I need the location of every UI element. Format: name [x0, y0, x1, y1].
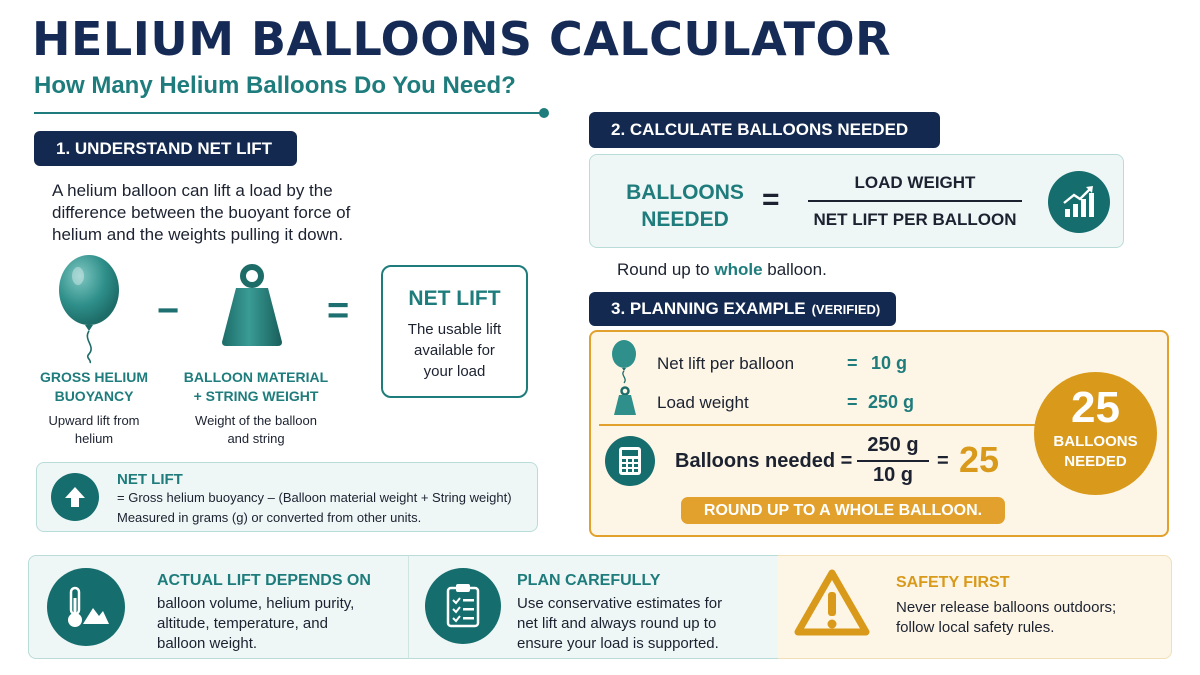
tip-card-plan — [408, 555, 778, 659]
tip-title: SAFETY FIRST — [896, 574, 1010, 591]
balloon-icon — [54, 254, 124, 364]
net-lift-card-desc — [383, 319, 526, 382]
net-lift-desc-line2: available for — [414, 342, 495, 359]
calc-result: 25 — [959, 439, 1000, 480]
material-title-line1: BALLOON MATERIAL — [183, 369, 329, 385]
net-lift-desc-line3: your load — [423, 363, 486, 380]
tip-body-line2: net lift and always round up to — [517, 615, 717, 632]
tip-body-line2: follow local safety rules. — [896, 619, 1055, 636]
tip-title: ACTUAL LIFT DEPENDS ON — [157, 572, 371, 589]
net-lift-formula-box — [36, 462, 538, 532]
section2-heading-text: 2. CALCULATE BALLOONS NEEDED — [611, 120, 909, 139]
tip-title: PLAN CAREFULLY — [517, 572, 661, 589]
result-badge — [1034, 372, 1157, 495]
result-badge-number: 25 — [1071, 383, 1120, 432]
section3-heading-main: 3. PLANNING EXAMPLE — [611, 299, 806, 318]
calc-label: Balloons needed = — [675, 450, 853, 472]
warning-icon — [794, 568, 870, 638]
title-divider-dot — [539, 108, 549, 118]
tip-body-line1: balloon volume, helium purity, — [157, 595, 355, 612]
calc-equals: = — [937, 450, 949, 472]
balloon-icon — [609, 340, 639, 384]
formula-lhs-line2: NEEDED — [641, 208, 729, 231]
formula-fraction-bar — [808, 200, 1022, 202]
formula-title: NET LIFT — [117, 471, 183, 488]
minus-symbol: − — [157, 290, 180, 332]
result-badge-line2: NEEDED — [1064, 453, 1127, 470]
balloons-needed-formula — [589, 154, 1124, 248]
weight-icon — [216, 264, 288, 348]
section1-heading-text: 1. UNDERSTAND NET LIFT — [56, 138, 272, 158]
net-lift-desc-line1: The usable lift — [407, 321, 502, 338]
thermometer-mountain-icon — [47, 568, 125, 646]
formula-lhs-line1: BALLOONS — [626, 181, 744, 204]
section3-heading-small: (VERIFIED) — [811, 301, 881, 317]
round-up-note — [617, 260, 827, 280]
formula-numerator: LOAD WEIGHT — [854, 173, 976, 192]
gross-desc-line1: Upward lift from — [48, 413, 140, 428]
formula-lhs — [614, 179, 756, 233]
example-row-value: 10 g — [871, 353, 908, 373]
result-badge-line1: BALLOONS — [1053, 433, 1138, 450]
material-desc-line2: and string — [227, 431, 285, 446]
example-divider — [599, 424, 1035, 426]
net-lift-card — [381, 265, 528, 398]
material-desc-line1: Weight of the balloon — [195, 413, 317, 428]
calc-denominator: 10 g — [872, 464, 914, 486]
example-row-equals: = — [847, 392, 858, 412]
gross-desc-line2: helium — [74, 431, 114, 446]
round-up-prefix: Round up to — [617, 260, 715, 279]
title-divider — [34, 112, 542, 114]
calc-numerator: 250 g — [867, 434, 919, 456]
section2-heading — [589, 112, 940, 148]
tip-body — [517, 594, 769, 654]
section1-heading — [34, 131, 297, 166]
arrow-up-icon — [51, 473, 99, 521]
example-row-value: 250 g — [868, 392, 915, 412]
example-row-label: Net lift per balloon — [657, 354, 795, 373]
round-up-banner: ROUND UP TO A WHOLE BALLOON. — [681, 497, 1005, 524]
tip-card-safety — [778, 555, 1172, 659]
tip-body — [896, 598, 1166, 638]
tip-body — [157, 594, 397, 654]
tip-body-line1: Never release balloons outdoors; — [896, 599, 1117, 616]
calculator-icon — [605, 436, 655, 486]
checklist-icon — [425, 568, 501, 644]
tip-card-lift-factors — [28, 555, 408, 659]
material-title-line2: + STRING WEIGHT — [193, 388, 319, 404]
page-subtitle: How Many Helium Balloons Do You Need? — [34, 72, 516, 99]
gross-buoyancy-caption — [30, 368, 158, 448]
material-weight-caption — [170, 368, 342, 448]
growth-chart-icon — [1048, 171, 1110, 233]
gross-title-line2: BUOYANCY — [54, 388, 134, 404]
example-row-equals: = — [847, 353, 858, 373]
planning-example-box — [589, 330, 1169, 537]
gross-title-line1: GROSS HELIUM — [39, 369, 149, 385]
tip-body-line3: balloon weight. — [157, 635, 258, 652]
section1-intro: A helium balloon can lift a load by the difference between the buoyant force of helium and the weights pulling it down. — [52, 181, 351, 244]
weight-icon — [612, 386, 638, 416]
net-lift-card-title: NET LIFT — [408, 287, 501, 310]
tip-body-line3: ensure your load is supported. — [517, 635, 719, 652]
tip-body-line2: altitude, temperature, and — [157, 615, 328, 632]
round-up-suffix: balloon. — [762, 260, 827, 279]
round-up-emphasis: whole — [714, 260, 763, 279]
calc-fraction-bar — [857, 460, 929, 462]
formula-equals: = — [762, 183, 780, 216]
page-title: HELIUM BALLOONS CALCULATOR — [32, 12, 892, 66]
section3-heading — [589, 292, 896, 326]
formula-denominator: NET LIFT PER BALLOON — [813, 210, 1017, 229]
tip-body-line1: Use conservative estimates for — [517, 595, 723, 612]
formula-note: Measured in grams (g) or converted from other units. — [117, 510, 422, 525]
formula-equation: = Gross helium buoyancy – (Balloon material weight + String weight) — [117, 490, 512, 505]
example-row-label: Load weight — [657, 393, 749, 412]
equals-symbol: = — [327, 290, 350, 332]
